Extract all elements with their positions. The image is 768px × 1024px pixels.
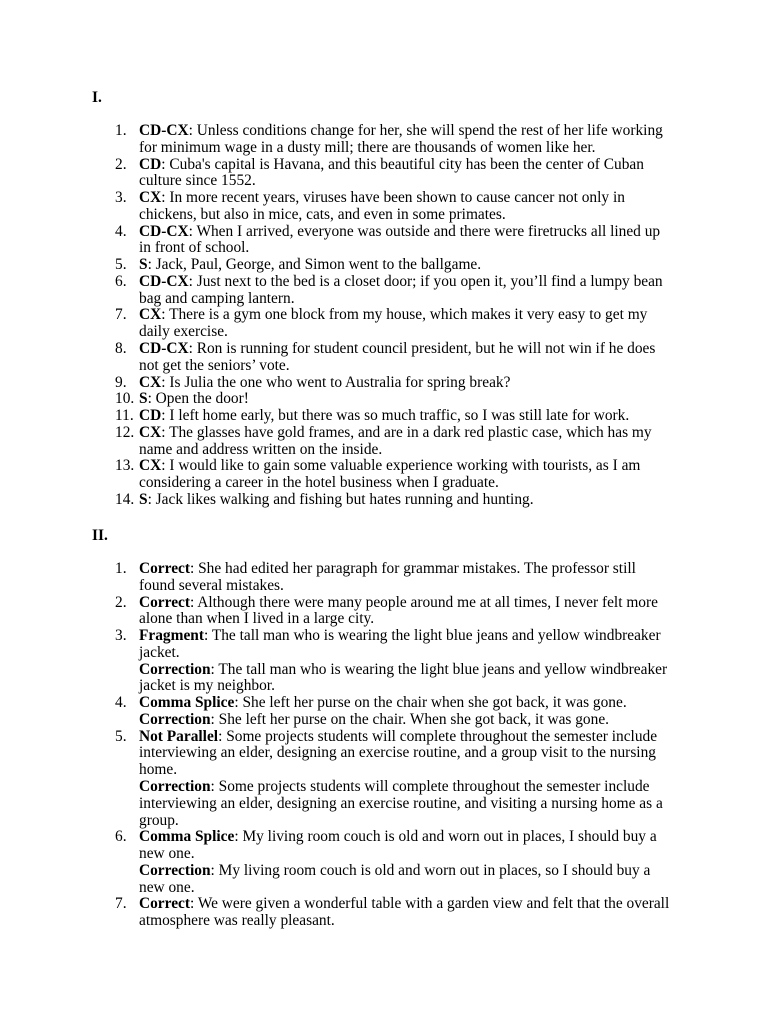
- item-text: interviewing an elder, designing an exercise routine, and a group visit to the nursing: [139, 744, 656, 762]
- item-number: 1.: [115, 560, 127, 578]
- section-2: [92, 528, 712, 930]
- item-entry: [139, 458, 712, 492]
- list-item: [92, 829, 712, 896]
- item-line: [139, 307, 712, 324]
- item-number: 12.: [115, 423, 135, 441]
- item-number: 2.: [115, 155, 127, 173]
- item-text: : Cuba's capital is Havana, and this beautiful city has been the center of Cuban: [161, 155, 644, 173]
- item-line: [139, 157, 712, 174]
- item-line: [139, 123, 712, 140]
- correction-label: Correction: [139, 710, 211, 728]
- item-label: Correct: [139, 593, 190, 611]
- item-number: 2.: [115, 593, 127, 611]
- item-line: [139, 274, 712, 291]
- item-label: Not Parallel: [139, 727, 219, 745]
- item-line: [139, 779, 712, 796]
- item-number: 1.: [115, 122, 127, 140]
- item-text: : She left her purse on the chair. When she got back, it was gone.: [210, 710, 609, 728]
- item-entry: [139, 157, 712, 191]
- item-text: : When I arrived, everyone was outside and there were firetrucks all lined up: [188, 222, 661, 240]
- item-label: CD: [139, 407, 162, 425]
- section-heading: II.: [92, 526, 108, 544]
- item-entry: [139, 729, 712, 779]
- item-number: 6.: [115, 828, 127, 846]
- correction-entry: [139, 662, 712, 696]
- item-label: Fragment: [139, 627, 204, 645]
- item-entry: [139, 274, 712, 308]
- item-number: 4.: [115, 694, 127, 712]
- item-entry: [139, 391, 712, 408]
- item-number: 8.: [115, 339, 127, 357]
- list-item: [92, 157, 712, 191]
- item-text: : The tall man who is wearing the light blue jeans and yellow windbreaker: [203, 627, 661, 645]
- item-line: [139, 595, 712, 612]
- item-number: 5.: [115, 256, 127, 274]
- item-text: : Unless conditions change for her, she will spend the rest of her life working: [188, 122, 663, 140]
- item-text: atmosphere was really pleasant.: [139, 912, 335, 930]
- item-text: daily exercise.: [139, 323, 228, 341]
- item-label: CX: [139, 373, 162, 391]
- item-number: 3.: [115, 627, 127, 645]
- list-item: [92, 425, 712, 459]
- item-text: not get the seniors’ vote.: [139, 356, 290, 374]
- item-entry: [139, 190, 712, 224]
- item-text: : There is a gym one block from my house, which makes it very easy to get my: [161, 306, 648, 324]
- list-item: [92, 274, 712, 308]
- item-entry: [139, 595, 712, 629]
- item-text: chickens, but also in mice, cats, and even in some primates.: [139, 205, 506, 223]
- item-label: CX: [139, 306, 162, 324]
- list-item: [92, 695, 712, 729]
- item-entry: [139, 375, 712, 392]
- item-label: S: [139, 256, 148, 274]
- list-item: [92, 190, 712, 224]
- item-text: in front of school.: [139, 239, 250, 257]
- item-entry: [139, 224, 712, 258]
- item-number: 10.: [115, 390, 135, 408]
- list-item: [92, 257, 712, 274]
- item-entry: [139, 896, 712, 930]
- item-text: : My living room couch is old and worn out in places, so I should buy a: [210, 861, 651, 879]
- item-label: S: [139, 490, 148, 508]
- item-text: : Some projects students will complete throughout the semester include: [218, 727, 658, 745]
- section-1: [92, 90, 712, 509]
- item-label: Correct: [139, 560, 190, 578]
- answer-list: [92, 561, 712, 930]
- item-text: : Although there were many people around me at all times, I never felt more: [189, 593, 658, 611]
- item-line: [139, 695, 712, 712]
- item-text: culture since 1552.: [139, 172, 256, 190]
- item-text: : Jack, Paul, George, and Simon went to the ballgame.: [147, 256, 482, 274]
- item-text: : She left her purse on the chair when she got back, it was gone.: [234, 694, 627, 712]
- list-item: [92, 561, 712, 595]
- section-heading: I.: [92, 88, 102, 106]
- item-text: : Some projects students will complete throughout the semester include: [210, 777, 650, 795]
- correction-entry: [139, 712, 712, 729]
- item-number: 7.: [115, 306, 127, 324]
- item-line: [139, 224, 712, 241]
- item-label: CD-CX: [139, 339, 189, 357]
- list-item: [92, 595, 712, 629]
- item-entry: [139, 341, 712, 375]
- item-line: [139, 458, 712, 475]
- item-line: [139, 375, 712, 392]
- item-number: 4.: [115, 222, 127, 240]
- list-item: [92, 375, 712, 392]
- item-text: found several mistakes.: [139, 576, 284, 594]
- item-text: new one.: [139, 878, 195, 896]
- list-item: [92, 729, 712, 830]
- item-text: : Is Julia the one who went to Australia for spring break?: [161, 373, 511, 391]
- item-number: 13.: [115, 457, 135, 475]
- item-text: alone than when I lived in a large city.: [139, 610, 375, 628]
- list-item: [92, 391, 712, 408]
- item-line: [139, 425, 712, 442]
- item-text: : She had edited her paragraph for grammar mistakes. The professor still: [189, 560, 636, 578]
- item-text: : I would like to gain some valuable experience working with tourists, as I am: [161, 457, 641, 475]
- item-number: 7.: [115, 895, 127, 913]
- item-line: [139, 863, 712, 880]
- item-text: : The glasses have gold frames, and are in a dark red plastic case, which has my: [161, 423, 652, 441]
- item-label: CD-CX: [139, 122, 189, 140]
- item-text: : I left home early, but there was so much traffic, so I was still late for work.: [161, 407, 630, 425]
- item-number: 6.: [115, 272, 127, 290]
- item-entry: [139, 829, 712, 863]
- item-text: : Just next to the bed is a closet door; if you open it, you’ll find a lumpy bean: [188, 272, 663, 290]
- item-line: [139, 561, 712, 578]
- correction-entry: [139, 863, 712, 897]
- item-line: [139, 341, 712, 358]
- item-label: Correct: [139, 895, 190, 913]
- correction-label: Correction: [139, 861, 211, 879]
- item-text: : The tall man who is wearing the light blue jeans and yellow windbreaker: [210, 660, 668, 678]
- item-entry: [139, 561, 712, 595]
- list-item: [92, 492, 712, 509]
- item-text: name and address written on the inside.: [139, 440, 383, 458]
- document-page: [92, 90, 712, 990]
- item-text: for minimum wage in a dusty mill; there are thousands of women like her.: [139, 138, 596, 156]
- item-text: group.: [139, 811, 179, 829]
- list-item: [92, 458, 712, 492]
- item-line: [139, 408, 712, 425]
- item-label: CD: [139, 155, 162, 173]
- list-item: [92, 123, 712, 157]
- item-line: [139, 712, 712, 729]
- item-number: 14.: [115, 490, 135, 508]
- item-entry: [139, 123, 712, 157]
- item-text: : Jack likes walking and fishing but hates running and hunting.: [147, 490, 534, 508]
- item-text: : Open the door!: [147, 390, 249, 408]
- item-entry: [139, 408, 712, 425]
- list-item: [92, 896, 712, 930]
- item-entry: [139, 257, 712, 274]
- list-item: [92, 341, 712, 375]
- correction-entry: [139, 779, 712, 829]
- list-item: [92, 224, 712, 258]
- item-line: [139, 729, 712, 746]
- item-entry: [139, 695, 712, 712]
- item-number: 3.: [115, 189, 127, 207]
- item-entry: [139, 425, 712, 459]
- item-text: bag and camping lantern.: [139, 289, 295, 307]
- item-text: considering a career in the hotel business when I graduate.: [139, 474, 499, 492]
- item-text: : In more recent years, viruses have been shown to cause cancer not only in: [161, 189, 625, 207]
- item-line: [139, 628, 712, 645]
- item-label: CX: [139, 423, 162, 441]
- item-text: new one.: [139, 845, 195, 863]
- item-label: Comma Splice: [139, 694, 235, 712]
- item-label: Comma Splice: [139, 828, 235, 846]
- item-text: home.: [139, 761, 178, 779]
- correction-label: Correction: [139, 660, 211, 678]
- item-label: S: [139, 390, 148, 408]
- item-label: CX: [139, 189, 162, 207]
- item-line: [139, 896, 712, 913]
- item-line: [139, 391, 712, 408]
- item-text: jacket.: [139, 643, 180, 661]
- list-item: [92, 307, 712, 341]
- item-label: CX: [139, 457, 162, 475]
- item-line: [139, 257, 712, 274]
- correction-label: Correction: [139, 777, 211, 795]
- item-line: [139, 492, 712, 509]
- item-text: : My living room couch is old and worn out in places, I should buy a: [234, 828, 657, 846]
- answer-list: [92, 123, 712, 509]
- item-label: CD-CX: [139, 272, 189, 290]
- list-item: [92, 408, 712, 425]
- item-text: : Ron is running for student council president, but he will not win if he does: [188, 339, 656, 357]
- item-text: interviewing an elder, designing an exercise routine, and visiting a nursing home as a: [139, 794, 663, 812]
- item-number: 9.: [115, 373, 127, 391]
- item-number: 11.: [115, 407, 134, 425]
- item-line: [139, 829, 712, 846]
- item-number: 5.: [115, 727, 127, 745]
- item-entry: [139, 492, 712, 509]
- item-line: [139, 662, 712, 679]
- item-line: [139, 190, 712, 207]
- item-text: : We were given a wonderful table with a garden view and felt that the overall: [189, 895, 670, 913]
- item-label: CD-CX: [139, 222, 189, 240]
- list-item: [92, 628, 712, 695]
- item-entry: [139, 628, 712, 662]
- item-entry: [139, 307, 712, 341]
- item-text: jacket is my neighbor.: [139, 677, 275, 695]
